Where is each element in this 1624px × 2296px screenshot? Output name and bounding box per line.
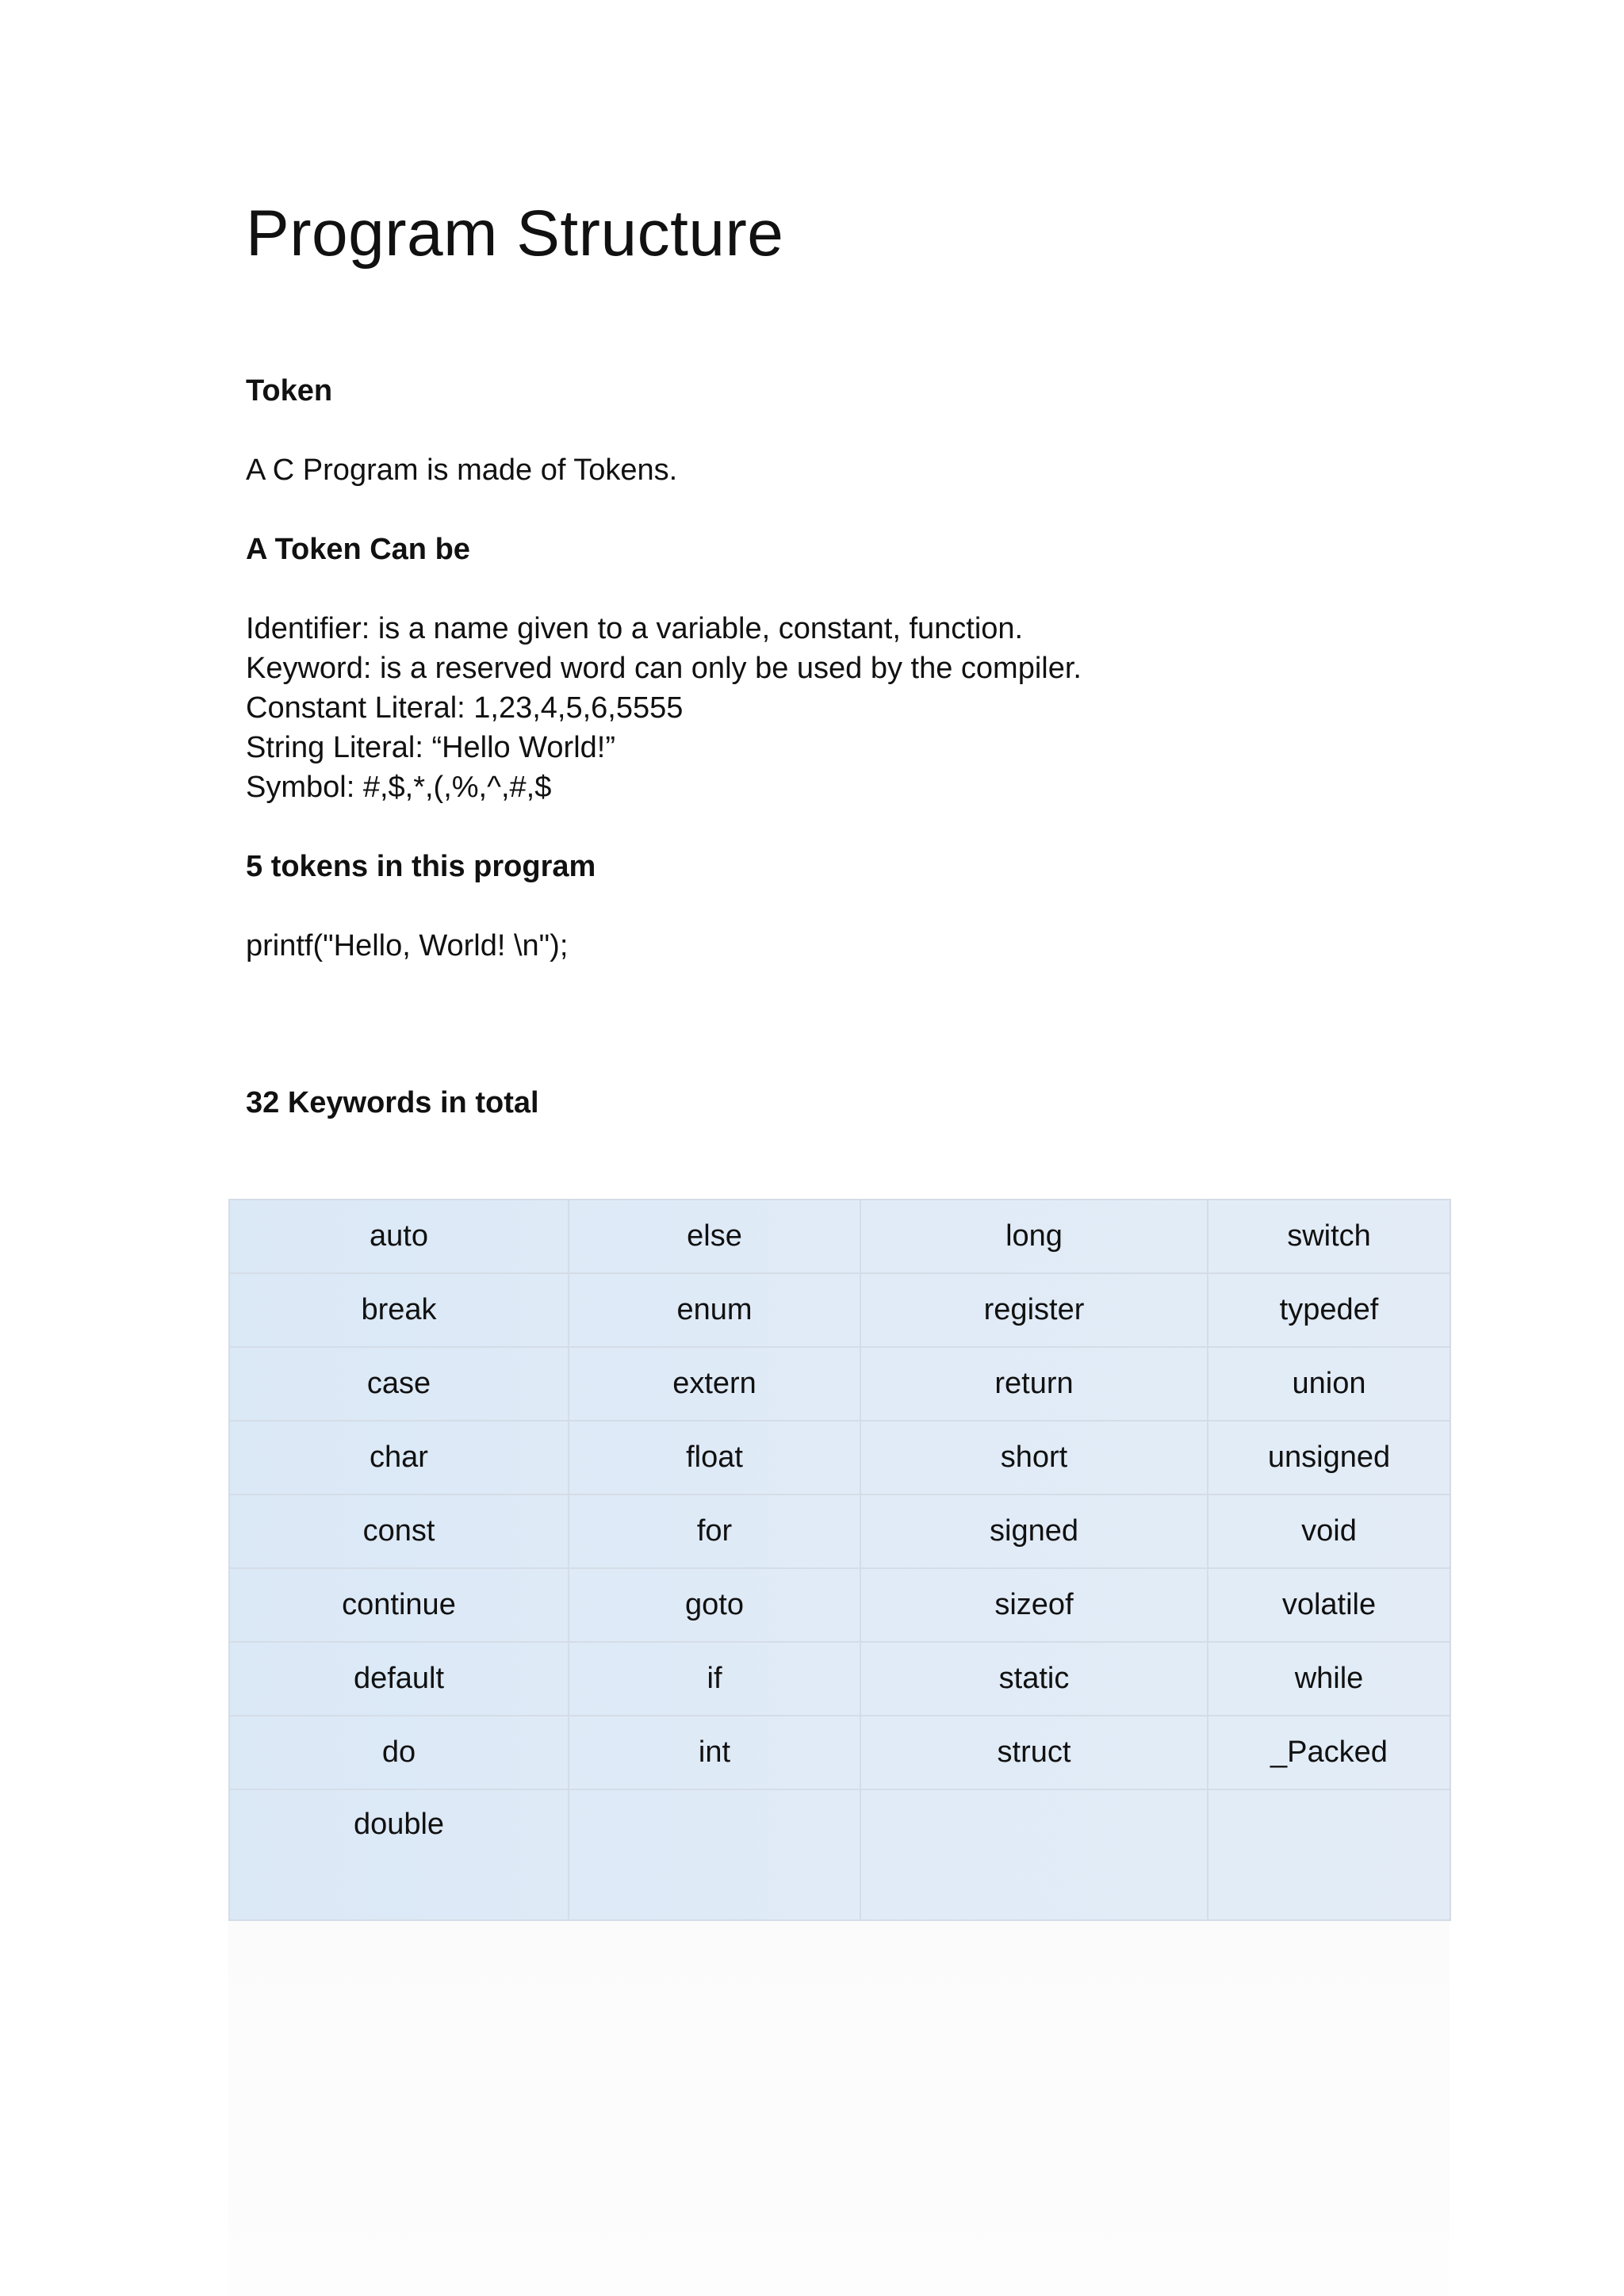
- keyword-cell: double: [229, 1789, 569, 1920]
- table-row: [229, 1421, 1450, 1494]
- keyword-cell: while: [1208, 1642, 1450, 1716]
- keyword-cell: static: [860, 1642, 1208, 1716]
- item-constant-literal: Constant Literal: 1,23,4,5,6,5555: [246, 691, 684, 725]
- table-row: [229, 1273, 1450, 1347]
- keyword-cell: unsigned: [1208, 1421, 1450, 1494]
- item-identifier: Identifier: is a name given to a variable, constant, function.: [246, 612, 1024, 645]
- empty-cell: [1208, 1789, 1450, 1920]
- keyword-cell: sizeof: [860, 1568, 1208, 1642]
- item-symbol: Symbol: #,$,*,(,%,^,#,$: [246, 771, 552, 804]
- keyword-cell: auto: [229, 1200, 569, 1273]
- keyword-cell: break: [229, 1273, 569, 1347]
- keyword-cell: volatile: [1208, 1568, 1450, 1642]
- keyword-cell: short: [860, 1421, 1208, 1494]
- keyword-cell: switch: [1208, 1200, 1450, 1273]
- keyword-cell: if: [569, 1642, 860, 1716]
- page-shading: [228, 1912, 1450, 2296]
- empty-cell: [860, 1789, 1208, 1920]
- empty-cell: [569, 1789, 860, 1920]
- keyword-cell: void: [1208, 1494, 1450, 1568]
- keyword-cell: default: [229, 1642, 569, 1716]
- keyword-cell: float: [569, 1421, 860, 1494]
- keywords-table: [228, 1199, 1451, 1921]
- keyword-cell: case: [229, 1347, 569, 1421]
- table-row: [229, 1789, 1450, 1920]
- keyword-cell: do: [229, 1716, 569, 1789]
- keyword-cell: union: [1208, 1347, 1450, 1421]
- can-be-heading: A Token Can be: [246, 533, 470, 566]
- token-text: A C Program is made of Tokens.: [246, 453, 678, 487]
- keyword-cell: for: [569, 1494, 860, 1568]
- code-line: printf("Hello, World! \n");: [246, 929, 569, 962]
- item-string-literal: String Literal: “Hello World!”: [246, 731, 616, 764]
- table-row: [229, 1200, 1450, 1273]
- keyword-cell: extern: [569, 1347, 860, 1421]
- table-row: [229, 1568, 1450, 1642]
- keyword-cell: return: [860, 1347, 1208, 1421]
- keyword-cell: goto: [569, 1568, 860, 1642]
- item-keyword: Keyword: is a reserved word can only be used by the compiler.: [246, 652, 1082, 685]
- table-row: [229, 1642, 1450, 1716]
- table-row: [229, 1347, 1450, 1421]
- keyword-cell: struct: [860, 1716, 1208, 1789]
- table-row: [229, 1494, 1450, 1568]
- keyword-cell: else: [569, 1200, 860, 1273]
- keyword-cell: enum: [569, 1273, 860, 1347]
- tokens-heading: 5 tokens in this program: [246, 850, 596, 883]
- keyword-cell: register: [860, 1273, 1208, 1347]
- keyword-cell: _Packed: [1208, 1716, 1450, 1789]
- token-heading: Token: [246, 374, 333, 408]
- keyword-cell: const: [229, 1494, 569, 1568]
- keyword-cell: int: [569, 1716, 860, 1789]
- keyword-cell: signed: [860, 1494, 1208, 1568]
- keyword-cell: long: [860, 1200, 1208, 1273]
- keywords-heading: 32 Keywords in total: [246, 1086, 539, 1119]
- keyword-cell: typedef: [1208, 1273, 1450, 1347]
- table-row: [229, 1716, 1450, 1789]
- page-title: Program Structure: [246, 197, 784, 270]
- keyword-cell: continue: [229, 1568, 569, 1642]
- keyword-cell: char: [229, 1421, 569, 1494]
